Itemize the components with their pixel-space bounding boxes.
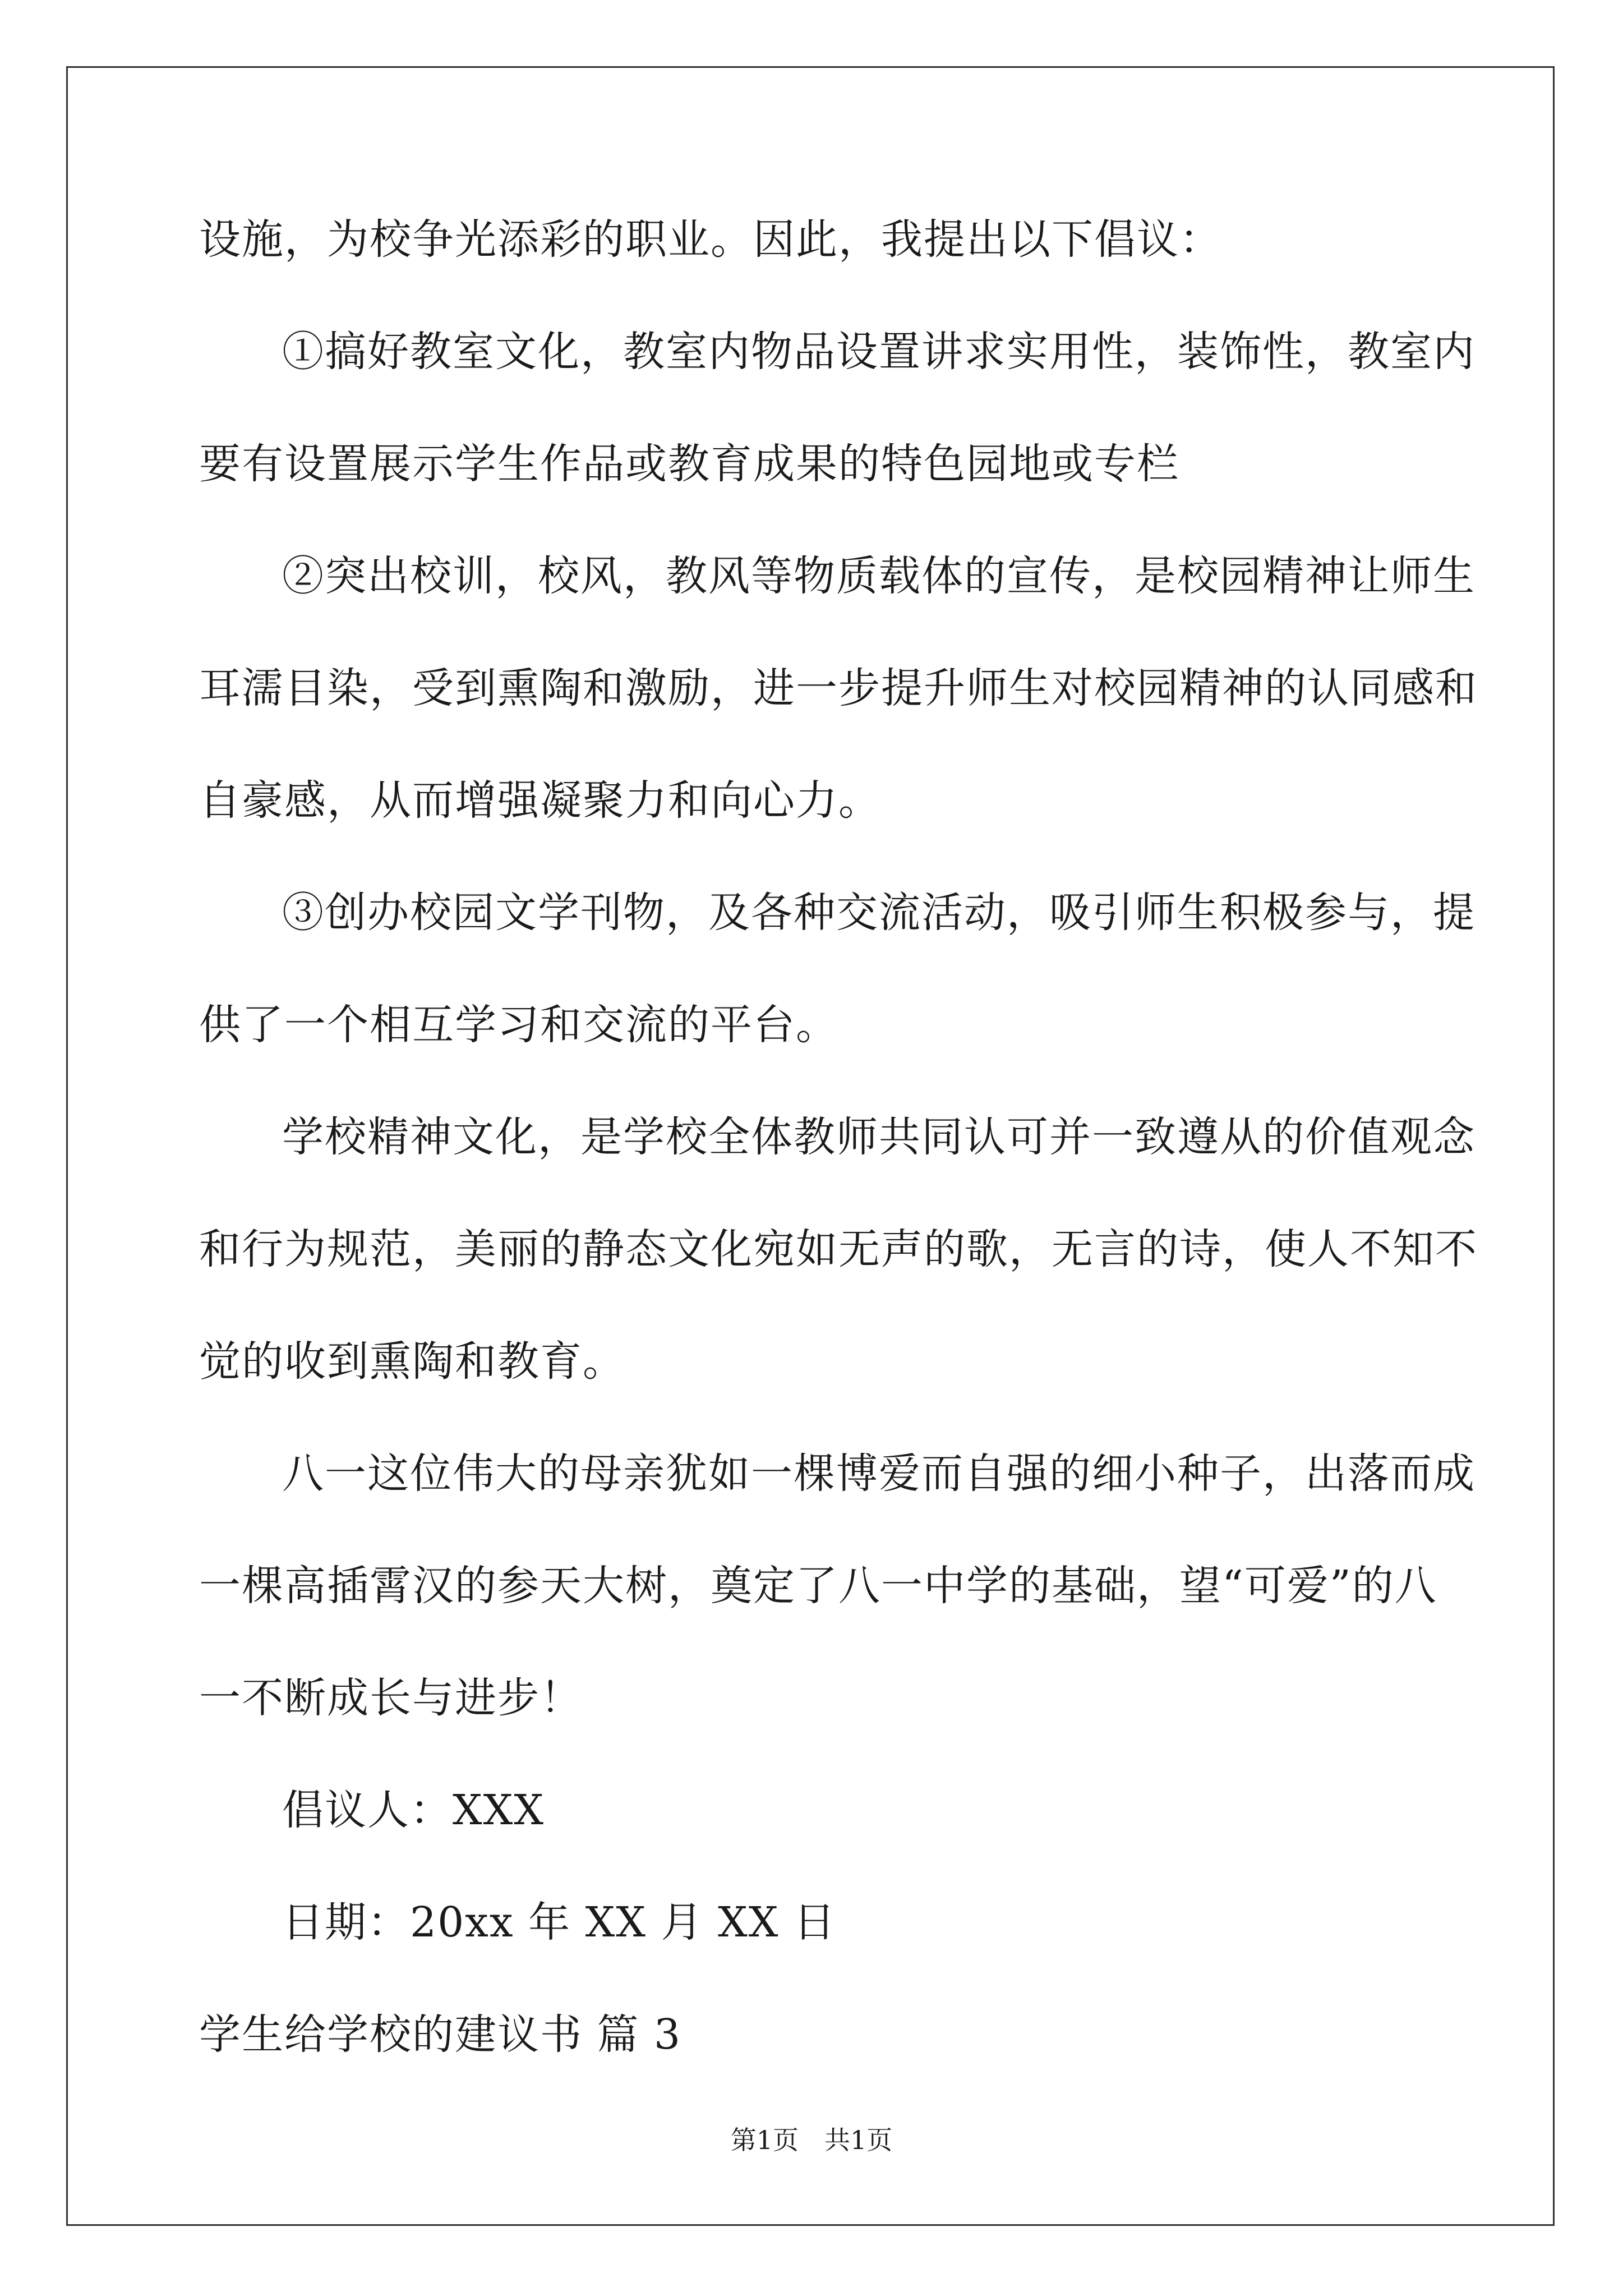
text-line-1: 设施，为校争光添彩的职业。因此，我提出以下倡议： <box>199 215 1222 264</box>
section-heading: 学生给学校的建议书 篇 3 <box>199 2010 682 2059</box>
text-line-8: 供了一个相互学习和交流的平台。 <box>199 1001 838 1049</box>
date-line: 日期：20xx 年 XX 月 XX 日 <box>282 1898 836 1947</box>
text-line-2: ①搞好教室文化，教室内物品设置讲求实用性，装饰性，教室内 <box>282 328 1476 376</box>
text-line-13: 一棵高插霄汉的参天大树，奠定了八一中学的基础，望“可爱”的八 <box>199 1562 1437 1610</box>
proposer-line: 倡议人：XXX <box>282 1786 545 1834</box>
text-line-10: 和行为规范，美丽的静态文化宛如无声的歌，无言的诗，使人不知不 <box>199 1225 1478 1273</box>
text-line-4: ②突出校训，校风，教风等物质载体的宣传，是校园精神让师生 <box>282 552 1476 600</box>
text-line-3: 要有设置展示学生作品或教育成果的特色园地或专栏 <box>199 440 1179 488</box>
text-line-6: 自豪感，从而增强凝聚力和向心力。 <box>199 776 881 825</box>
text-line-7: ③创办校园文学刊物，及各种交流活动，吸引师生积极参与，提 <box>282 889 1476 937</box>
page-footer: 第1页 共1页 <box>730 2125 893 2155</box>
text-line-12: 八一这位伟大的母亲犹如一棵博爱而自强的细小种子，出落而成 <box>282 1450 1476 1498</box>
text-line-14: 一不断成长与进步！ <box>199 1674 583 1722</box>
text-line-9: 学校精神文化，是学校全体教师共同认可并一致遵从的价值观念 <box>282 1113 1476 1161</box>
text-line-5: 耳濡目染，受到熏陶和激励，进一步提升师生对校园精神的认同感和 <box>199 664 1478 712</box>
text-line-11: 觉的收到熏陶和教育。 <box>199 1337 625 1386</box>
